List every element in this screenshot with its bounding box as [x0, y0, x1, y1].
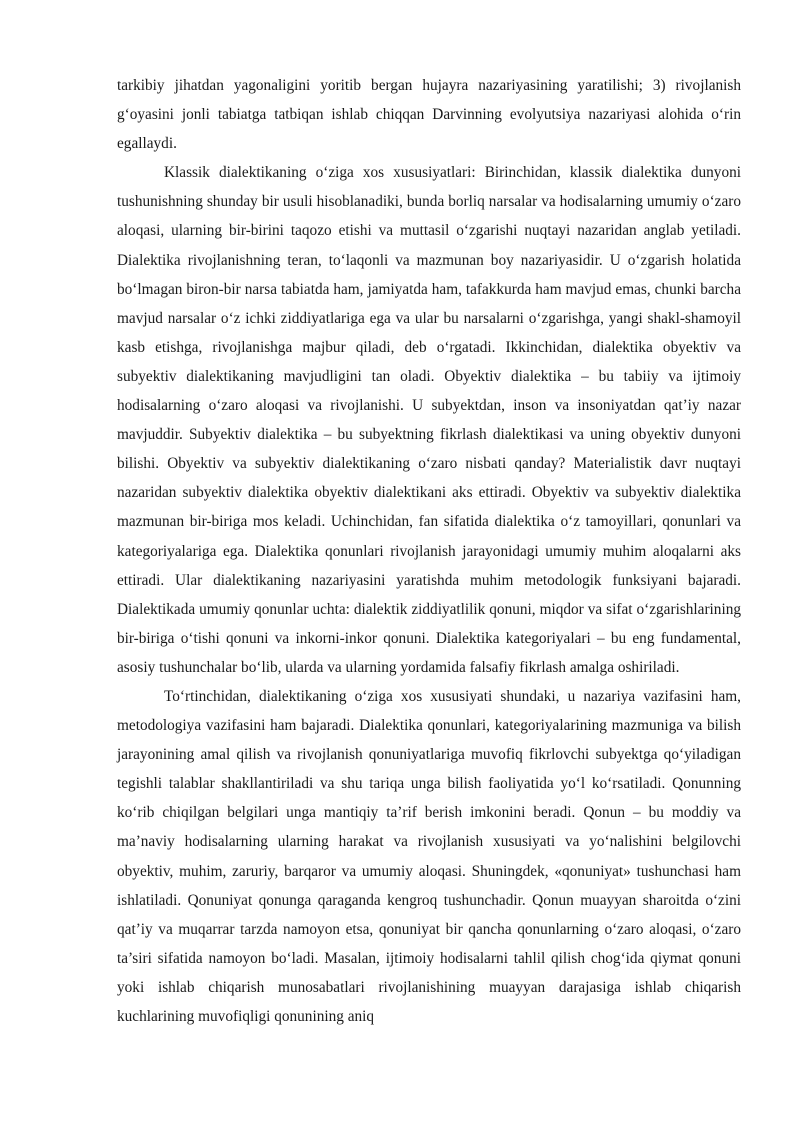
document-page — [117, 71, 741, 1031]
paragraph-fourth-feature: To‘rtinchidan, dialektikaning o‘ziga xos xususiyati shundaki, u nazariya vazifasini ham, metodologiya vazifasini ham bajaradi. Dialektika qonunlari, kategoriyalarining mazmuniga va bilish jarayonining amal qilish va rivojlanish qonuniyatlariga muvofiq fikrlovchi subyektga qo‘yiladigan tegishli talablar shakllantiriladi va shu tariqa unga bilish faoliyatida yo‘l ko‘rsatiladi. Qonunning ko‘rib chiqilgan belgilari unga mantiqiy ta’rif berish imkonini beradi. Qonun – bu moddiy va ma’naviy hodisalarning ularning harakat va rivojlanish xususiyati va yo‘nalishini belgilovchi obyektiv, muhim, zaruriy, barqaror va umumiy aloqasi. Shuningdek, «qonuniyat» tushunchasi ham ishlatiladi. Qonuniyat qonunga qaraganda kengroq tushunchadir. Qonun muayyan sharoitda o‘zini qat’iy va muqarrar tarzda namoyon etsa, qonuniyat bir qancha qonunlarning o‘zaro aloqasi, o‘zaro ta’siri sifatida namoyon bo‘ladi. Masalan, ijtimoiy hodisalarni tahlil qilish chog‘ida qiymat qonuni yoki ishlab chiqarish munosabatlari rivojlanishining muayyan darajasiga ishlab chiqarish kuchlarining muvofiqligi qonunining aniq — [117, 687, 741, 1025]
paragraph-classical-dialectics: Klassik dialektikaning o‘ziga xos xususiyatlari: Birinchidan, klassik dialektika dunyoni tushunishning shunday bir usuli hisoblanadiki, bunda borliq narsalar va hodisalarning umumiy o‘zaro aloqasi, ularning bir-birini taqozo etishi va muttasil o‘zgarishi nuqtayi nazaridan anglab yetiladi. Dialektika rivojlanishning teran, to‘laqonli va mazmunan boy nazariyasidir. U o‘zgarish holatida bo‘lmagan biron-bir narsa tabiatda ham, jamiyatda ham, tafakkurda ham mavjud emas, chunki barcha mavjud narsalar o‘z ichki ziddiyatlariga ega va ular bu narsalarni o‘zgarishga, yangi shakl-shamoyil kasb etishga, rivojlanishga majbur qiladi, deb o‘rgatadi. Ikkinchidan, dialektika obyektiv va subyektiv dialektikaning mavjudligini tan oladi. Obyektiv dialektika – bu tabiiy va ijtimoiy hodisalarning o‘zaro aloqasi va rivojlanishi. U subyektdan, inson va insoniyatdan qat’iy nazar mavjuddir. Subyektiv dialektika – bu subyektning fikrlash dialektikasi va uning obyektiv dunyoni bilishi. Obyektiv va subyektiv dialektikaning o‘zaro nisbati qanday? Materialistik davr nuqtayi nazaridan subyektiv dialektika obyektiv dialektikani aks ettiradi. Obyektiv va subyektiv dialektika mazmunan bir-biriga mos keladi. Uchinchidan, fan sifatida dialektika o‘z tamoyillari, qonunlari va kategoriyalariga ega. Dialektika qonunlari rivojlanish jarayonidagi umumiy muhim aloqalarni aks ettiradi. Ular dialektikaning nazariyasini yaratishda muhim metodologik funksiyani bajaradi. Dialektikada umumiy qonunlar uchta: dialektik ziddiyatlilik qonuni, miqdor va sifat o‘zgarishlarining bir-biriga o‘tishi qonuni va inkorni-inkor qonuni. Dialektika kategoriyalari – bu eng fundamental, asosiy tushunchalar bo‘lib, ularda va ularning yordamida falsafiy fikrlash amalga oshiriladi. — [117, 164, 741, 676]
paragraph-continuation: tarkibiy jihatdan yagonaligini yoritib bergan hujayra nazariyasining yaratilishi; 3) rivojlanish g‘oyasini jonli tabiatga tatbiqan ishlab chiqqan Darvinning evolyutsiya nazariyasi alohida o‘rin egallaydi. — [117, 77, 741, 153]
